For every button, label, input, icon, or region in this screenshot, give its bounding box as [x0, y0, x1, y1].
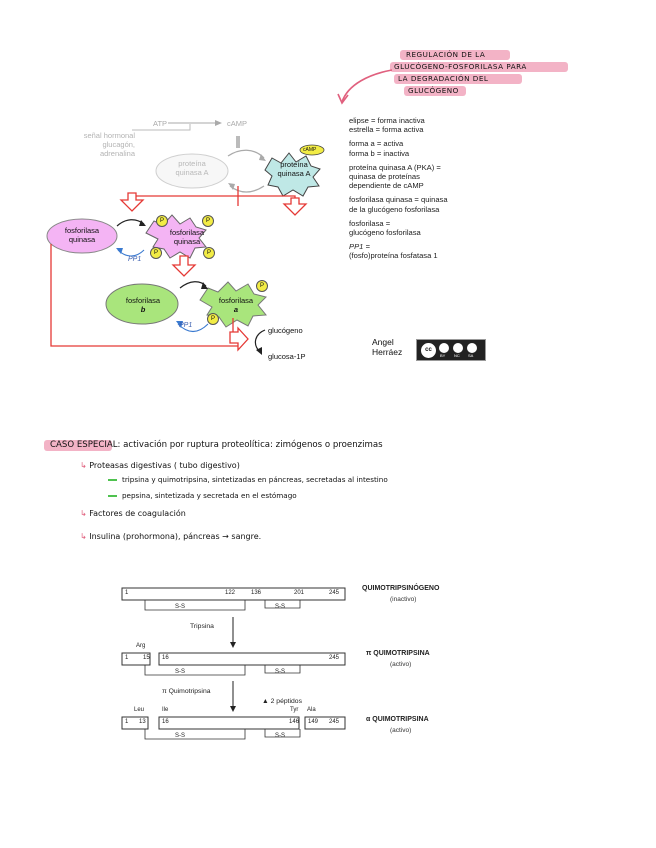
legend-line: dependiente de cAMP	[349, 181, 424, 191]
legend-line: proteína quinasa A (PKA) =	[349, 162, 441, 172]
phos-b-line-1: fosforilasa	[125, 296, 161, 305]
chymotrypsin-diagram	[115, 580, 475, 760]
row1-num-201: 201	[294, 590, 305, 596]
kinase-inactive-label	[56, 226, 108, 244]
special-sub-1	[108, 475, 388, 484]
pp1-label-2: PP1	[179, 322, 193, 329]
row3-num-149: 149	[308, 719, 319, 725]
phosphate-badge-5: P	[256, 280, 268, 292]
row1-num-136: 136	[251, 590, 262, 596]
legend-line: estrella = forma activa	[349, 125, 424, 135]
phosphate-badge-2: P	[202, 215, 214, 227]
camp-badge: cAMP	[303, 147, 317, 153]
row3-num-1: 1	[125, 719, 129, 725]
kinase-inactive-line-1: fosforilasa	[64, 226, 100, 235]
pp1-label-1: PP1	[128, 256, 142, 263]
legend-item-phosphorylase	[349, 219, 519, 237]
legend-line: fosforilasa =	[349, 218, 391, 228]
row2-ss-2: S-S	[275, 669, 286, 675]
cc-icon: cc	[420, 342, 437, 359]
signal-label	[63, 131, 135, 158]
title-line-2: GLUCÓGENO-FOSFORILASA PARA	[394, 62, 527, 71]
row1-ss-1: S-S	[175, 604, 186, 610]
green-dash-icon	[108, 495, 117, 497]
phosphate-badge-4: P	[203, 247, 215, 259]
row3-leu: Leu	[134, 707, 145, 713]
legend-item-shapes	[349, 116, 519, 134]
special-item-1-text: Proteasas digestivas ( tubo digestivo)	[89, 461, 240, 470]
license-label-nc: NC	[454, 353, 460, 358]
cc-license-badge	[416, 339, 486, 361]
camp-label: cAMP	[227, 119, 248, 128]
title-line-4: GLUCÓGENO	[408, 86, 459, 95]
legend-line: forma b = inactiva	[349, 148, 410, 158]
pka-active-label	[268, 160, 320, 178]
pink-arrow-icon: ↳	[80, 509, 87, 518]
signal-line-2: glucagón,	[102, 140, 135, 149]
phosphate-badge-6: P	[207, 313, 219, 325]
special-case-title	[50, 440, 383, 450]
row2-arg: Arg	[136, 643, 146, 649]
legend-item-kinase	[349, 195, 519, 213]
by-icon	[439, 343, 449, 353]
row1-ss-2: S-S	[275, 604, 286, 610]
legend-item-forms	[349, 139, 519, 157]
legend-line: (fosfo)proteína fosfatasa 1	[349, 251, 438, 261]
row2-title: π QUIMOTRIPSINA	[366, 650, 430, 657]
phosphate-badge-3: P	[150, 247, 162, 259]
special-item-1	[80, 461, 240, 470]
legend-line: de la glucógeno fosforilasa	[349, 204, 440, 214]
row1-num-122: 122	[225, 590, 236, 596]
row2-num-16: 16	[162, 655, 169, 661]
pka-inactive-label	[166, 159, 218, 177]
peptides-label: ▲ 2 péptidos	[262, 698, 302, 705]
kinase-inactive-line-2: quinasa	[68, 235, 96, 244]
kinase-active-label	[160, 228, 214, 246]
pka-inactive-line-1: proteína	[178, 159, 206, 168]
special-item-3	[80, 532, 261, 541]
atp-label: ATP	[153, 119, 168, 128]
legend-line: glucógeno fosforilasa	[349, 228, 421, 238]
title-line-1: REGULACIÓN DE LA	[406, 50, 486, 59]
pink-arrow-icon: ↳	[80, 532, 87, 541]
row3-ss-2: S-S	[275, 733, 286, 739]
pka-active-line-2: quinasa A	[277, 169, 311, 178]
signal-line-1: señal hormonal	[83, 131, 135, 140]
row3-num-245: 245	[329, 719, 340, 725]
author-line-2: Herráez	[372, 347, 403, 357]
special-item-2	[80, 509, 186, 518]
special-sub-2	[108, 491, 297, 500]
special-sub-1-text: tripsina y quimotripsina, sintetizadas en páncreas, secretadas al intestino	[122, 475, 388, 484]
row3-title: α QUIMOTRIPSINA	[366, 716, 429, 723]
row3-num-13: 13	[139, 719, 146, 725]
row3-ala: Ala	[307, 707, 316, 713]
phosphate-badge-1: P	[156, 215, 168, 227]
special-case-text: CASO ESPECIAL: activación por ruptura proteolítica: zimógenos o proenzimas	[50, 440, 383, 450]
row3-num-146: 146	[289, 719, 300, 725]
pink-arrow-icon: ↳	[80, 461, 87, 470]
legend-item-pka	[349, 163, 519, 191]
row3-ile: Ile	[162, 707, 169, 713]
nc-icon	[453, 343, 463, 353]
row2-sub: (activo)	[390, 661, 412, 668]
row2-num-1: 1	[125, 655, 129, 661]
row1-num-245: 245	[329, 590, 340, 596]
special-item-3-text: Insulina (prohormona), páncreas → sangre.	[89, 532, 262, 541]
legend-line: elipse = forma inactiva	[349, 116, 425, 125]
legend	[349, 116, 519, 266]
special-item-2-text: Factores de coagulación	[89, 509, 186, 518]
special-sub-2-text: pepsina, sintetizada y secretada en el estómago	[122, 491, 297, 500]
step1-label: Tripsina	[190, 623, 214, 630]
legend-line: PP1 =	[349, 242, 370, 252]
phos-a-line-2: a	[233, 305, 239, 314]
row3-ss-1: S-S	[175, 733, 186, 739]
phos-b-label	[116, 296, 170, 314]
pointer-arrow-icon	[330, 60, 400, 110]
glycogen-label: glucógeno	[268, 326, 303, 335]
legend-line: forma a = activa	[349, 139, 404, 149]
sa-icon	[467, 343, 477, 353]
kinase-active-line-2: quinasa	[173, 237, 201, 246]
author-line-1: Angel	[372, 337, 394, 347]
row3-num-16: 16	[162, 719, 169, 725]
glucose-label: glucosa-1P	[268, 352, 306, 361]
author-credit	[372, 337, 402, 357]
pka-active-line-1: proteína	[280, 160, 308, 169]
step2-label: π Quimotripsina	[162, 688, 211, 695]
phos-b-line-2: b	[140, 305, 146, 314]
legend-item-pp1	[349, 242, 519, 260]
row2-ss-1: S-S	[175, 669, 186, 675]
license-label-by: BY	[440, 353, 446, 358]
license-label-sa: SA	[468, 353, 474, 358]
row2-num-245: 245	[329, 655, 340, 661]
signal-line-3: adrenalina	[99, 149, 135, 158]
legend-line: quinasa de proteínas	[349, 172, 420, 182]
row2-num-15: 15	[143, 655, 150, 661]
pka-inactive-line-2: quinasa A	[175, 168, 209, 177]
phos-a-label	[209, 296, 263, 314]
legend-line: fosforilasa quinasa = quinasa	[349, 195, 448, 205]
green-dash-icon	[108, 479, 117, 481]
row3-sub: (activo)	[390, 727, 412, 734]
title-line-3: LA DEGRADACIÓN DEL	[398, 74, 489, 83]
row1-num-1: 1	[125, 590, 129, 596]
row1-sub: (inactivo)	[390, 596, 417, 603]
kinase-active-line-1: fosforilasa	[169, 228, 205, 237]
row3-tyr: Tyr	[290, 707, 299, 713]
row1-title: QUIMOTRIPSINÓGENO	[362, 585, 440, 592]
phos-a-line-1: fosforilasa	[218, 296, 254, 305]
